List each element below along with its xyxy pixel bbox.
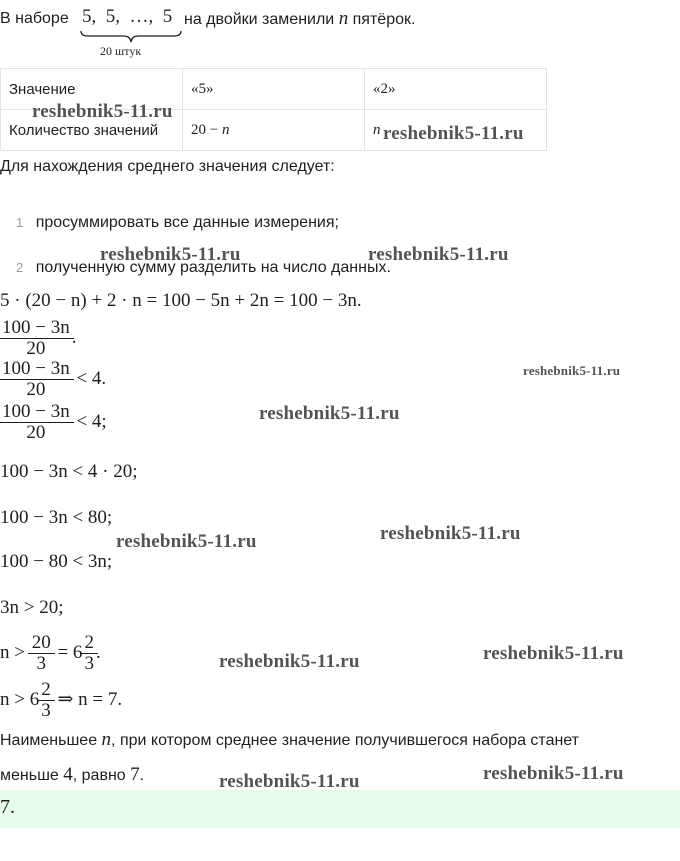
var-n: n: [373, 121, 381, 138]
set-item: 5,: [82, 6, 97, 27]
inequality-1: 100 − 3n < 4 · 20;: [0, 461, 138, 482]
numerator: 100 − 3n: [2, 358, 70, 379]
intro-suffix: [184, 6, 415, 32]
inequality-5: [0, 633, 101, 674]
watermark: reshebnik5-11.ru: [219, 771, 360, 792]
list-item: [16, 214, 339, 232]
table-cell: [183, 110, 365, 151]
denominator: 3: [28, 653, 55, 674]
set-item: 5: [162, 6, 173, 27]
numerator: 20: [31, 632, 51, 653]
inequality-3: 100 − 80 < 3n;: [0, 551, 113, 572]
expr-tail: ⇒ n = 7.: [57, 688, 123, 710]
fraction: [39, 680, 53, 721]
conclusion-text: , при котором среднее значение получившегося набора станет: [111, 732, 579, 749]
numerator: 100 − 3n: [2, 317, 70, 338]
var-n: n: [101, 729, 112, 750]
watermark: reshebnik5-11.ru: [116, 531, 257, 552]
conclusion-text: Наименьшее: [0, 732, 102, 749]
conclusion-text: , равно: [72, 767, 131, 784]
inequality-4: 3n > 20;: [0, 597, 64, 618]
watermark: reshebnik5-11.ru: [32, 101, 173, 122]
list-number: 2: [16, 260, 24, 275]
denominator: 20: [0, 379, 74, 400]
watermark: reshebnik5-11.ru: [259, 403, 400, 424]
watermark: reshebnik5-11.ru: [368, 244, 509, 265]
expr-mid: = 6: [57, 641, 83, 663]
intro-prefix: В наборе: [0, 10, 69, 27]
set-item: 5,: [105, 6, 120, 27]
conclusion-text: меньше: [0, 767, 64, 784]
fraction: [0, 318, 72, 359]
watermark: reshebnik5-11.ru: [483, 643, 624, 664]
watermark: reshebnik5-11.ru: [100, 244, 241, 265]
sum-equation: 5 · (20 − n) + 2 · n = 100 − 5n + 2n = 100 − 3n.: [0, 290, 362, 311]
expr-head: n >: [0, 641, 25, 663]
expr-tail: .: [95, 641, 101, 663]
fraction: [0, 359, 72, 400]
expr-tail: < 4.: [76, 367, 107, 389]
denominator: 3: [80, 653, 98, 674]
watermark: reshebnik5-11.ru: [380, 523, 521, 544]
watermark: reshebnik5-11.ru: [523, 363, 621, 378]
set-item: …,: [129, 6, 154, 27]
value-4: 4: [63, 764, 73, 785]
lead-text: Для нахождения среднего значения следует:: [0, 158, 335, 175]
denominator: 3: [37, 700, 55, 721]
answer-value: 7.: [0, 796, 15, 818]
intro-line: [0, 6, 69, 32]
underbrace: [80, 30, 182, 44]
intro-suffix-text: на двойки заменили: [184, 11, 335, 28]
answer-box: [0, 790, 680, 828]
numerator: 100 − 3n: [2, 401, 70, 422]
var-n: n: [221, 121, 230, 138]
conclusion-line-1: [0, 729, 579, 751]
var-n: n: [338, 8, 349, 29]
list-text: полученную сумму разделить на число данных.: [35, 259, 391, 276]
table-cell: Количество значений: [1, 110, 183, 151]
inequality-6: [0, 680, 122, 721]
cell-text: 20 −: [191, 121, 222, 138]
numerator: 2: [41, 679, 51, 700]
numerator: 2: [84, 632, 94, 653]
fraction: [82, 633, 96, 674]
expr-tail: < 4;: [76, 410, 107, 432]
value-7: 7: [130, 764, 140, 785]
fraction-expr-3: [0, 402, 107, 443]
denominator: 20: [0, 338, 74, 359]
table-cell: Значение: [1, 69, 183, 110]
fraction: [30, 633, 53, 674]
watermark: reshebnik5-11.ru: [219, 651, 360, 672]
inequality-2: 100 − 3n < 80;: [0, 507, 113, 528]
expr-head: n > 6: [0, 688, 40, 710]
fraction-expr-2: [0, 359, 106, 400]
expr-tail: .: [71, 326, 77, 348]
denominator: 20: [0, 422, 74, 443]
watermark: reshebnik5-11.ru: [383, 123, 524, 144]
table-cell: «5»: [183, 69, 365, 110]
fraction-expr-1: [0, 318, 76, 359]
watermark: reshebnik5-11.ru: [483, 763, 624, 784]
list-number: 1: [16, 215, 24, 230]
intro-suffix-text-2: пятёрок.: [352, 11, 416, 28]
conclusion-line-2: [0, 764, 144, 786]
fraction: [0, 402, 72, 443]
list-text: просуммировать все данные измерения;: [35, 214, 339, 231]
conclusion-text: .: [139, 767, 145, 784]
table-cell: «2»: [365, 69, 547, 110]
brace-label: 20 штук: [100, 44, 142, 58]
number-set: [82, 4, 172, 30]
